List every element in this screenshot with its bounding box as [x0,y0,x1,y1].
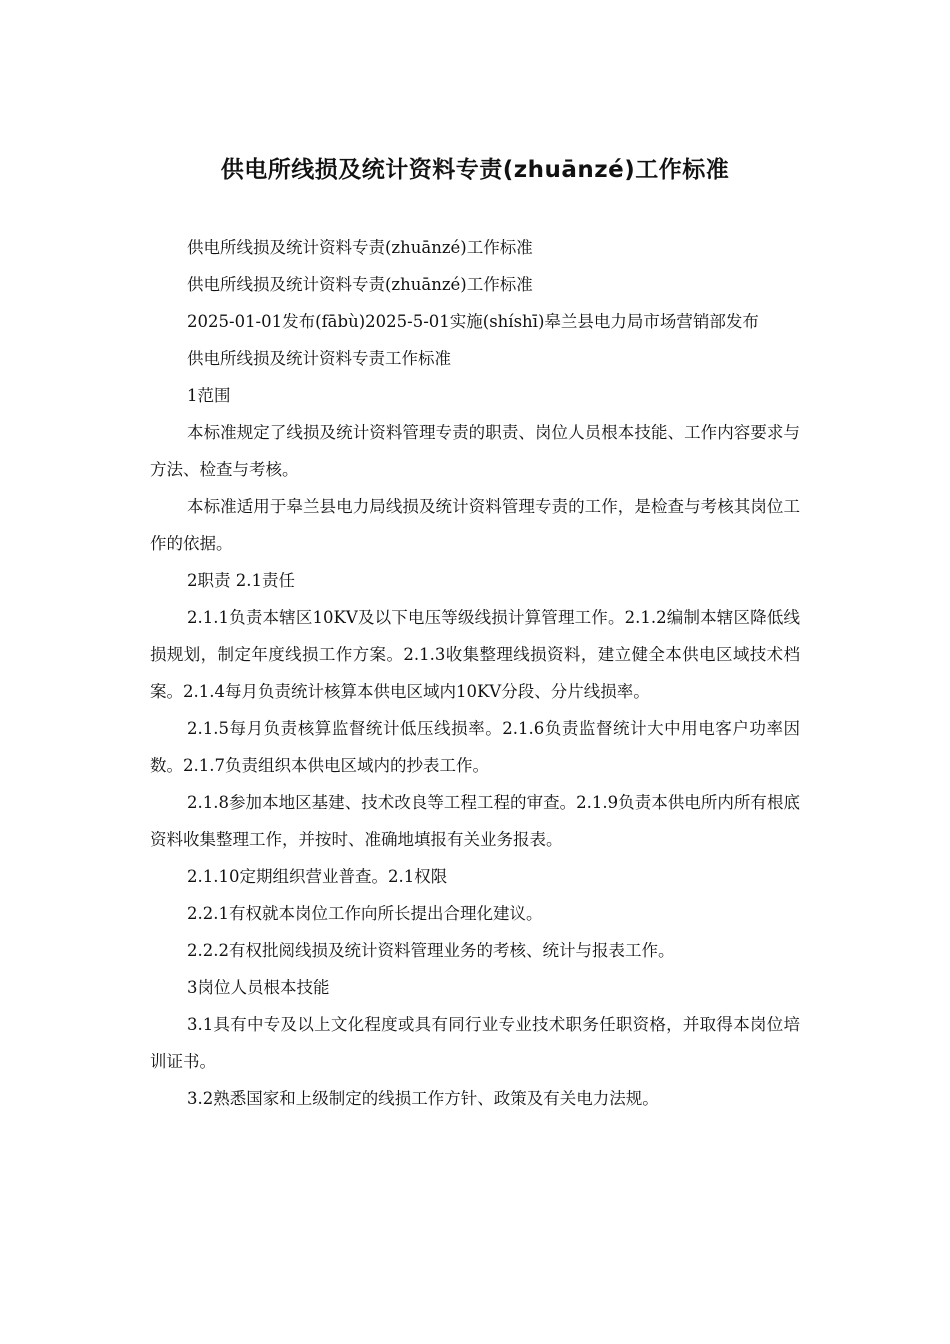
document-body [150,229,800,1117]
paragraph: 2.1.1负责本辖区10KV及以下电压等级线损计算管理工作。2.1.2编制本辖区降低线损规划，制定年度线损工作方案。2.1.3收集整理线损资料，建立健全本供电区域技术档案。2.1.4每月负责统计核算本供电区域内10KV分段、分片线损率。 [150,608,800,701]
section-heading: 1范围 [187,386,231,405]
paragraph: 2.2.1有权就本岗位工作向所长提出合理化建议。 [187,904,543,923]
paragraph: 2.1.10定期组织营业普查。2.1权限 [187,867,448,886]
paragraph: 本标准适用于皋兰县电力局线损及统计资料管理专责的工作，是检查与考核其岗位工作的依据。 [150,497,800,553]
paragraph: 3.1具有中专及以上文化程度或具有同行业专业技术职务任职资格，并取得本岗位培训证书。 [150,1015,800,1071]
section-heading: 2职责 2.1责任 [187,571,295,590]
paragraph: 2.1.5每月负责核算监督统计低压线损率。2.1.6负责监督统计大中用电客户功率因数。2.1.7负责组织本供电区域内的抄表工作。 [150,719,800,775]
section-heading: 3岗位人员根本技能 [187,978,330,997]
paragraph: 供电所线损及统计资料专责(zhuānzé)工作标准 [187,238,533,257]
document-title: 供电所线损及统计资料专责(zhuānzé)工作标准 [220,157,730,183]
paragraph: 供电所线损及统计资料专责(zhuānzé)工作标准 [187,275,533,294]
paragraph: 供电所线损及统计资料专责工作标准 [187,349,451,368]
paragraph: 2025-01-01发布(fābù)2025-5-01实施(shíshī)皋兰县电力局市场营销部发布 [187,312,759,331]
paragraph: 本标准规定了线损及统计资料管理专责的职责、岗位人员根本技能、工作内容要求与方法、检查与考核。 [150,423,800,479]
paragraph: 3.2熟悉国家和上级制定的线损工作方针、政策及有关电力法规。 [187,1089,659,1108]
paragraph: 2.2.2有权批阅线损及统计资料管理业务的考核、统计与报表工作。 [187,941,675,960]
paragraph: 2.1.8参加本地区基建、技术改良等工程工程的审查。2.1.9负责本供电所内所有根底资料收集整理工作，并按时、准确地填报有关业务报表。 [150,793,800,849]
